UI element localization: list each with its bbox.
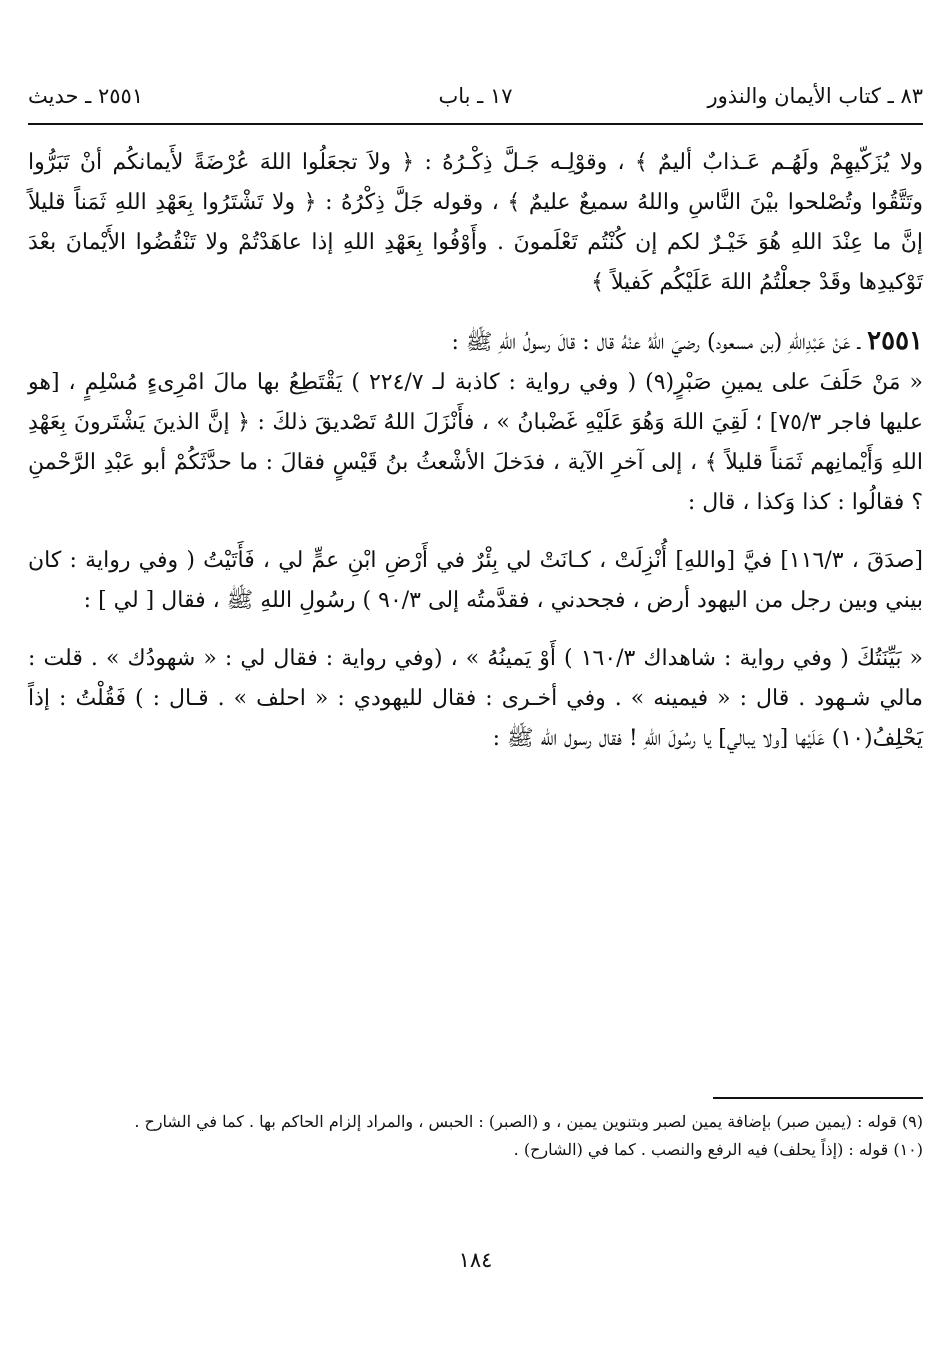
footnote-9: (٩) قوله : (يمين صبر) بإضافة يمين لصبر وبتنوين يمين ، و (الصبر) : الحبس ، والمراد إلزام الحاكم بها . كما في الشارح . (134, 1112, 923, 1131)
header-divider (28, 123, 923, 125)
main-text (28, 143, 923, 759)
ashath-paragraph: [صدَقَ ، ١١٦/٣] فيَّ [واللهِ] أُنْزِلَتْ ، كـانَتْ لي بِئْرٌ في أَرْضِ ابْنِ عمٍّ لي ، فَأَتَيْتُ ( وفي رواية : كان بيني وبين رجل من اليهود أرض ، فجحدني ، فقدَّمتُه إلى ٩٠/٣ ) رسُولِ اللهِ ﷺ ، فقال [ لي ] : (28, 548, 923, 613)
dialogue-paragraph: « بَيِّنَتُكَ ( وفي رواية : شاهداك ١٦٠/٣ ) أَوْ يَمينُهُ » ، (وفي رواية : فقال لي : « شهودُك » . قلت : مالي شـهود . قال : « فيمينه » . وفي أخـرى : فقال لليهودي : « احلف » . قـال : ) فَقُلْتُ : إذاً يَحْلِفُ(١٠) عَلَيْها [ولا يبالي] يا رسُولَ اللهِ ! فقال رسول الله ﷺ : (28, 646, 924, 751)
hadith-heading (28, 321, 923, 363)
header-hadith-range: ٢٥٥١ ـ حديث (28, 84, 144, 108)
hadith-isnad: ـ عَنْ عَبْدِاللهِ (بن مسعود) رضيَ اللهُ عنْهُ قال : قالَ رسولُ اللهِ ﷺ : (451, 330, 861, 355)
footnote-10: (١٠) قوله : (إذاً يحلف) فيه الرفع والنصب . كما في (الشارح) . (513, 1140, 923, 1159)
hadith-text-paragraph: « مَنْ حَلَفَ على يمينِ صَبْرٍ(٩) ( وفي رواية : كاذبة لـ ٢٢٤/٧ ) يَقْتَطِعُ بها مالَ امْرِىءٍ مُسْلِمٍ ، [هو عليها فاجر ٧٥/٣] ؛ لَقِيَ اللهَ وَهُوَ عَلَيْهِ غَضْبانُ » ، فأَنْزَلَ اللهُ تَصْديقَ ذلكَ : ﴿ إنَّ الذينَ يَشْتَرونَ بِعَهْدِ اللهِ وَأَيْمانِهم ثَمَناً قليلاً ﴾ ، إلى آخرِ الآية ، فدَخلَ الأشْعثُ بنُ قَيْسٍ فقالَ : ما حدَّثَكُمْ أبو عَبْدِ الرَّحْمنِ ؟ فقالُوا : كذا وَكذا ، قال : (28, 370, 924, 515)
header-section: ١٧ ـ باب (438, 84, 513, 108)
footnotes (28, 1108, 923, 1164)
hadith-number: ٢٥٥١ (867, 326, 923, 356)
verse-paragraph: ولا يُزَكّيهِمْ ولَهُـم عَـذابٌ أليمٌ ﴾ ، وقوْلِـه جَـلَّ ذِكْـرُهُ : ﴿ ولاَ تجعَلُوا اللهَ عُرْضَةً لأَيمانكُم أنْ تَبَرُّوا وتَتَّقُوا وتُصْلحوا بيْنَ النَّاسِ واللهُ سميعٌ عليمٌ ﴾ ، وقوله جَلَّ ذِكْرُهُ : ﴿ ولا تَشْتَرُوا بِعَهْدِ اللهِ ثَمَناً قليلاً إنَّ ما عِنْدَ اللهِ هُوَ خَيْـرٌ لكم إن كُنْتُم تَعْلَمونَ . وأَوْفُوا بِعَهْدِ اللهِ إذا عاهَدْتُمْ ولا تَنْقُضُوا الأَيْمانَ بعْدَ تَوْكيدِها وقَدْ جعلْتُمُ اللهَ عَلَيْكُم كَفيلاً ﴾ (28, 150, 923, 295)
running-header (28, 78, 923, 118)
header-chapter-title: ٨٣ ـ كتاب الأيمان والنذور (707, 84, 923, 108)
footnote-divider (713, 1097, 923, 1099)
page-number: ١٨٤ (458, 1248, 493, 1272)
